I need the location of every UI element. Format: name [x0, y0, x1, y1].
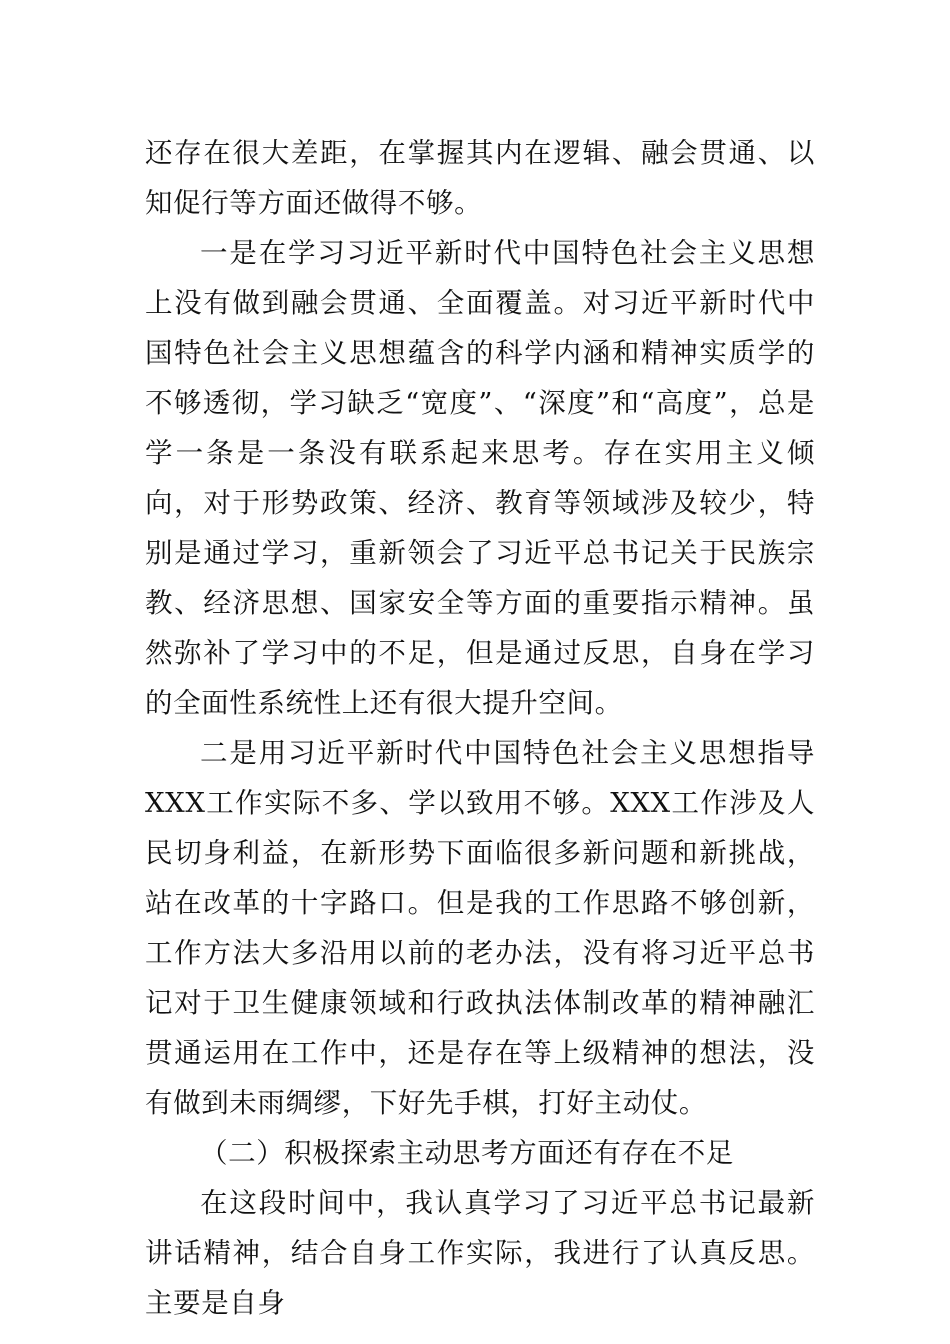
section-heading: （二）积极探索主动思考方面还有存在不足	[200, 1137, 734, 1169]
paragraph-section-intro: 在这段时间中，我认真学习了习近平总书记最新讲话精神，结合自身工作实际，我进行了认真反思。主要是自身	[145, 1187, 815, 1319]
paragraph-point-two: 二是用习近平新时代中国特色社会主义思想指导XXX工作实际不多、学以致用不够。XXX工作涉及人民切身利益，在新形势下面临很多新问题和新挑战，站在改革的十字路口。但是我的工作思路不够创新，工作方法大多沿用以前的老办法，没有将习近平总书记对于卫生健康领域和行政执法体制改革的精神融汇贯通运用在工作中，还是存在等上级精神的想法，没有做到未雨绸缪，下好先手棋，打好主动仗。	[145, 737, 815, 1119]
paragraph-continuation: 还存在很大差距，在掌握其内在逻辑、融会贯通、以知促行等方面还做得不够。	[145, 137, 815, 219]
paragraph-point-one: 一是在学习习近平新时代中国特色社会主义思想上没有做到融会贯通、全面覆盖。对习近平新时代中国特色社会主义思想蕴含的科学内涵和精神实质学的不够透彻，学习缺乏“宽度”、“深度”和“高度”，总是学一条是一条没有联系起来思考。存在实用主义倾向，对于形势政策、经济、教育等领域涉及较少，特别是通过学习，重新领会了习近平总书记关于民族宗教、经济思想、国家安全等方面的重要指示精神。虽然弥补了学习中的不足，但是通过反思，自身在学习的全面性系统性上还有很大提升空间。	[145, 237, 815, 719]
document-body	[145, 128, 815, 1328]
